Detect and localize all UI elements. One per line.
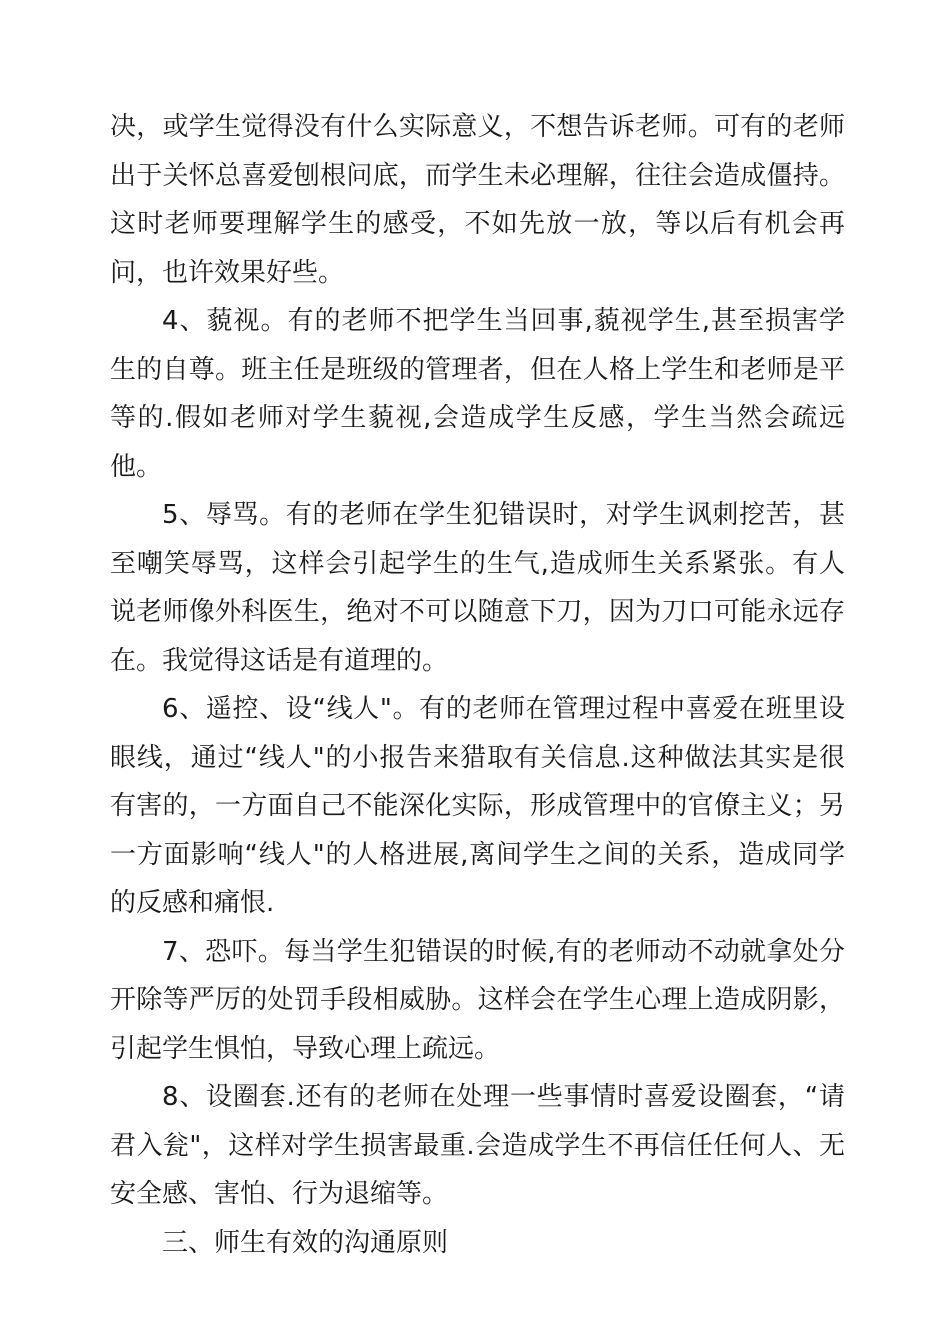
paragraph-item-7: 7、恐吓。每当学生犯错误的时候,有的老师动不动就拿处分开除等严厉的处罚手段相威胁。这样会在学生心理上造成阴影，引起学生惧怕，导致心理上疏远。 [110,936,845,1064]
paragraph-item-5: 5、辱骂。有的老师在学生犯错误时，对学生讽刺挖苦，甚至嘲笑辱骂，这样会引起学生的生气,造成师生关系紧张。有人说老师像外科医生，绝对不可以随意下刀，因为刀口可能永远存在。我觉得这话是有道理的。 [110,500,845,676]
paragraph-item-8: 8、设圈套.还有的老师在处理一些事情时喜爱设圈套，“请君入瓮"，这样对学生损害最重.会造成学生不再信任任何人、无安全感、害怕、行为退缩等。 [110,1082,845,1209]
paragraph-item-6: 6、遥控、设“线人"。有的老师在管理过程中喜爱在班里设眼线，通过“线人"的小报告来猎取有关信息.这种做法其实是很有害的，一方面自己不能深化实际，形成管理中的官僚主义；另一方面影响“线人"的人格进展,离间学生之间的关系，造成同学的反感和痛恨. [110,694,845,918]
section-heading: 三、师生有效的沟通原则 [162,1227,449,1258]
paragraph-continuation: 决，或学生觉得没有什么实际意义，不想告诉老师。可有的老师出于关怀总喜爱刨根问底，而学生未必理解，往往会造成僵持。这时老师要理解学生的感受，不如先放一放，等以后有机会再问，也许效果好些。 [110,112,845,288]
document-body [110,103,845,1267]
paragraph-item-4: 4、藐视。有的老师不把学生当回事,藐视学生,甚至损害学生的自尊。班主任是班级的管理者，但在人格上学生和老师是平等的.假如老师对学生藐视,会造成学生反感，学生当然会疏远他。 [110,306,845,482]
